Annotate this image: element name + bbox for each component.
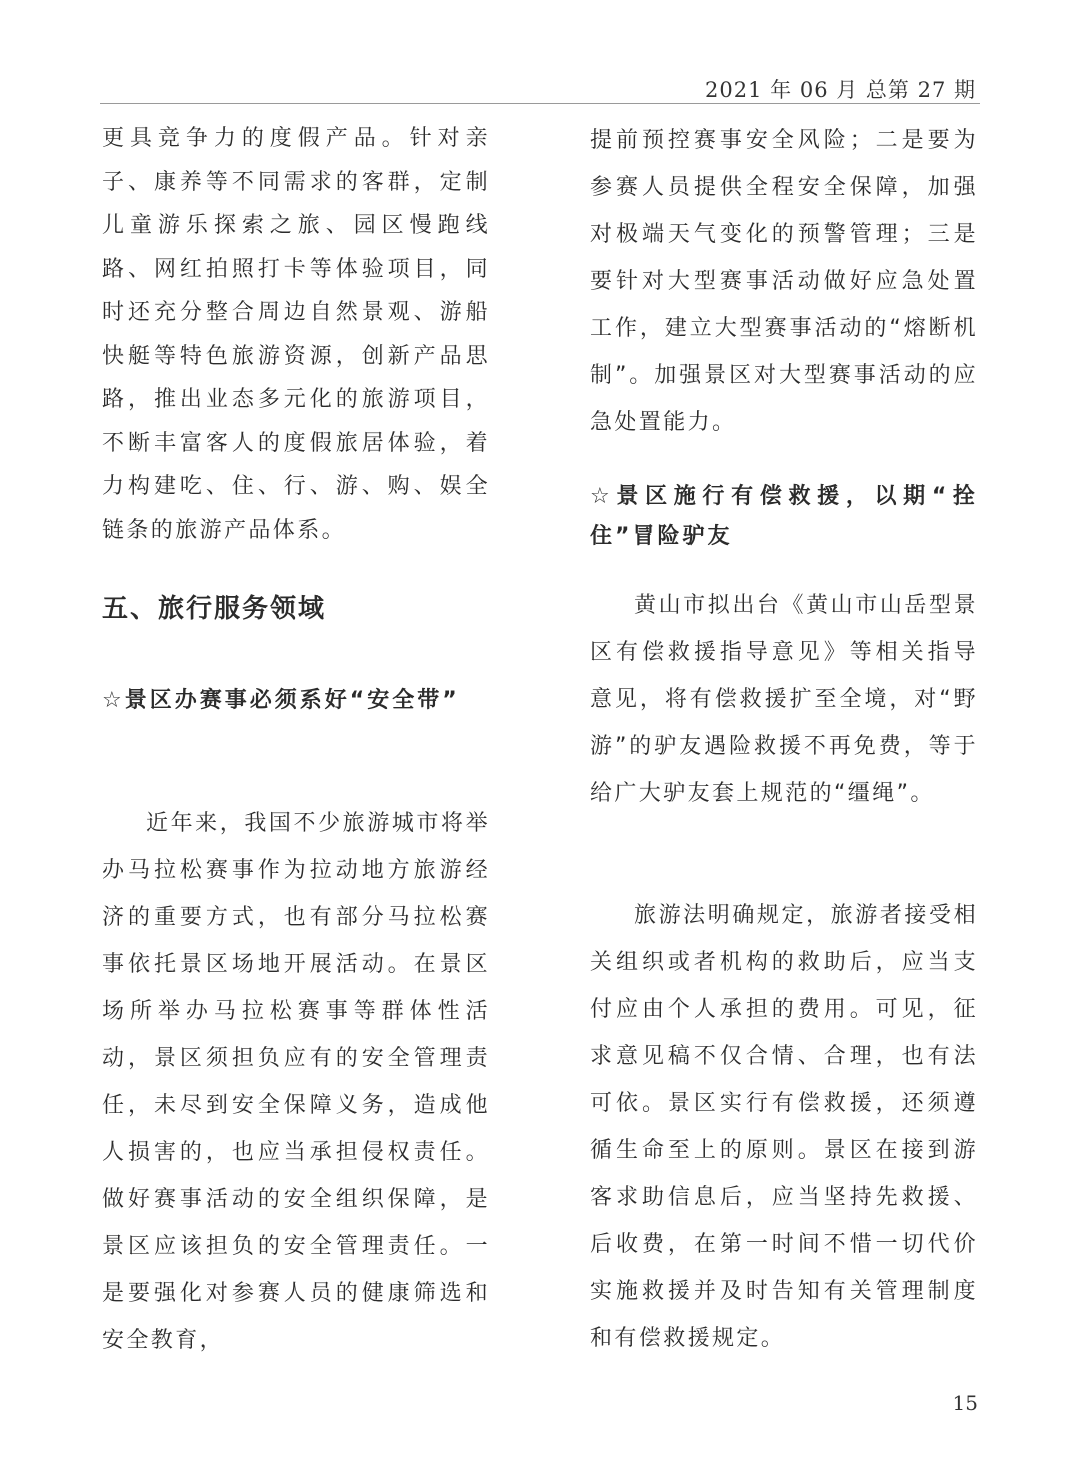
issue-header: 2021 年 06 月 总第 27 期: [705, 78, 976, 102]
intro-paragraph-block: [102, 117, 490, 552]
star-icon: ☆: [590, 484, 617, 509]
marathon-paragraph-block: [102, 800, 490, 1364]
continued-paragraph-block: [590, 117, 978, 446]
tourism-law-paragraph-block: [590, 892, 978, 1362]
tourism-law-paragraph: 旅游法明确规定，旅游者接受相关组织或者机构的救助后，应当支付应由个人承担的费用。可见，征求意见稿不仅合情、合理，也有法可依。景区实行有偿救援，还须遵循生命至上的原则。景区在接到游客求助信息后，应当坚持先救援、后收费，在第一时间不惜一切代价实施救援并及时告知有关管理制度和有偿救援规定。: [590, 903, 978, 1351]
section-heading-block: [102, 589, 490, 629]
subsection-title-safety: [102, 677, 490, 725]
marathon-paragraph: 近年来，我国不少旅游城市将举办马拉松赛事作为拉动地方旅游经济的重要方式，也有部分马拉松赛事依托景区场地开展活动。在景区场所举办马拉松赛事等群体性活动，景区须担负应有的安全管理责任，未尽到安全保障义务，造成他人损害的，也应当承担侵权责任。做好赛事活动的安全组织保障，是景区应该担负的安全管理责任。一是要强化对参赛人员的健康筛选和安全教育，: [102, 811, 490, 1353]
header-divider: [100, 103, 980, 104]
page-number: 15: [952, 1391, 978, 1415]
subsection-heading-block: [102, 677, 490, 725]
rescue-heading-block: [590, 477, 978, 557]
subsection-title-rescue: [590, 477, 978, 557]
continued-paragraph: 提前预控赛事安全风险；二是要为参赛人员提供全程安全保障，加强对极端天气变化的预警管理；三是要针对大型赛事活动做好应急处置工作，建立大型赛事活动的“熔断机制”。加强景区对大型赛事活动的应急处置能力。: [590, 128, 978, 435]
star-icon: ☆: [102, 688, 125, 713]
section-title: 五、旅行服务领域: [102, 594, 327, 624]
intro-paragraph: 更具竞争力的度假产品。针对亲子、康养等不同需求的客群，定制儿童游乐探索之旅、园区慢跑线路、网红拍照打卡等体验项目，同时还充分整合周边自然景观、游船快艇等特色旅游资源，创新产品思路，推出业态多元化的旅游项目，不断丰富客人的度假旅居体验，着力构建吃、住、行、游、购、娱全链条的旅游产品体系。: [102, 126, 490, 543]
huangshan-paragraph-block: [590, 582, 978, 817]
subsection-title-text: 景区办赛事必须系好“安全带”: [124, 688, 460, 713]
huangshan-paragraph: 黄山市拟出台《黄山市山岳型景区有偿救援指导意见》等相关指导意见，将有偿救援扩至全境，对“野游”的驴友遇险救援不再免费，等于给广大驴友套上规范的“缰绳”。: [590, 593, 978, 806]
subsection-title-text: 景区施行有偿救援，以期“拴住”冒险驴友: [590, 484, 978, 549]
